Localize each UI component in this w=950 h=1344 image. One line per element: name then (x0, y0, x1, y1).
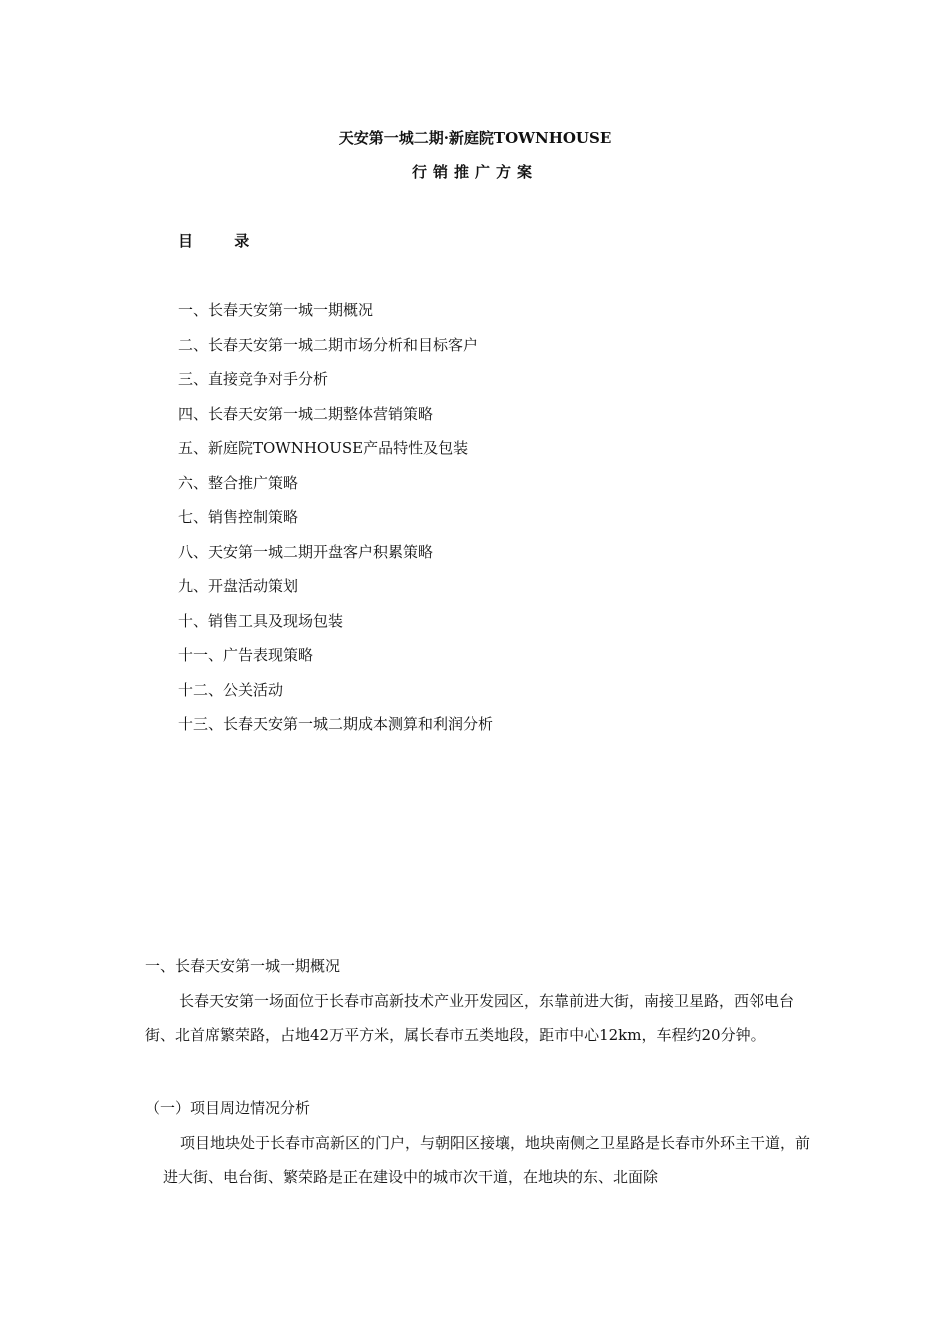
toc-heading: 目 录 (178, 232, 268, 250)
toc-item: 四、长春天安第一城二期整体营销策略 (178, 404, 434, 423)
subsection-paragraph: 项目地块处于长春市高新区的门户，与朝阳区接壤，地块南侧之卫星路是长春市外环主干道，前进大街、电台街、繁荣路是正在建设中的城市次干道，在地块的东、北面除 (163, 1134, 811, 1186)
toc-item: 六、整合推广策略 (178, 473, 299, 492)
toc-item: 二、长春天安第一城二期市场分析和目标客户 (178, 335, 479, 354)
section-paragraph: 长春天安第一场面位于长春市高新技术产业开发园区，东靠前进大街，南接卫星路，西邻电台街、北首席繁荣路，占地42万平方米，属长春市五类地段，距市中心12km，车程约20分钟。 (145, 992, 795, 1044)
document-subtitle: 行销推广方案 (411, 163, 538, 181)
toc-item: 八、天安第一城二期开盘客户积累策略 (178, 542, 434, 561)
table-of-contents (178, 300, 493, 749)
toc-item: 三、直接竞争对手分析 (178, 370, 329, 388)
toc-item: 七、销售控制策略 (178, 508, 299, 526)
toc-item: 一、长春天安第一城一期概况 (178, 301, 374, 319)
subsection-heading: （一）项目周边情况分析 (145, 1099, 311, 1117)
toc-item: 五、新庭院TOWNHOUSE产品特性及包装 (178, 439, 469, 457)
toc-item: 十、销售工具及现场包装 (178, 611, 344, 630)
section-heading: 一、长春天安第一城一期概况 (145, 957, 341, 975)
document-title: 天安第一城二期·新庭院TOWNHOUSE (338, 129, 612, 147)
toc-item: 九、开盘活动策划 (178, 577, 299, 595)
toc-item: 十二、公关活动 (178, 680, 284, 699)
toc-item: 十一、广告表现策略 (178, 646, 314, 664)
toc-item: 十三、长春天安第一城二期成本测算和利润分析 (178, 715, 494, 733)
